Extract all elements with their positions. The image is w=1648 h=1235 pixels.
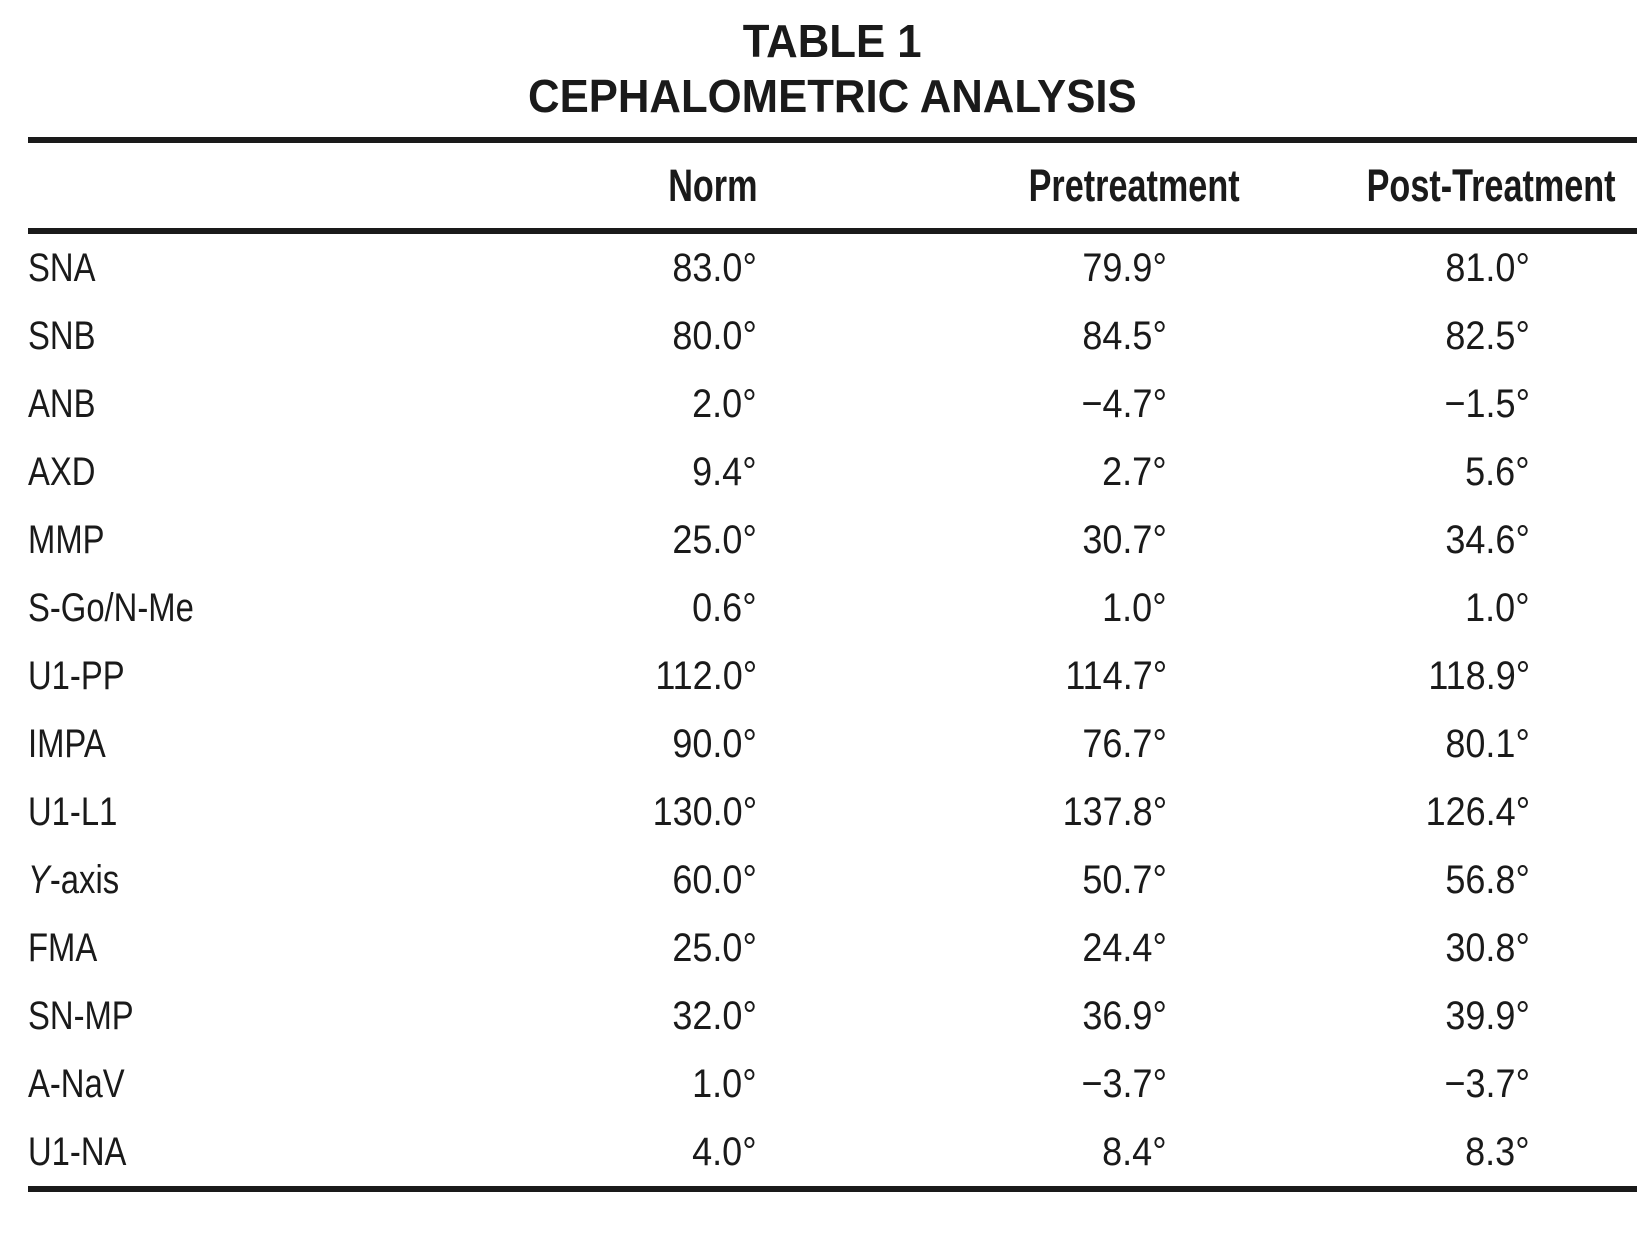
table-row xyxy=(28,710,1637,778)
norm-value: 60.0° xyxy=(672,857,757,902)
measurement-label: Y-axis xyxy=(28,857,120,902)
pretreatment-value: 79.9° xyxy=(1082,245,1167,290)
page-title-line1 xyxy=(28,14,1637,69)
column-header-pretreatment: Pretreatment xyxy=(788,140,1268,231)
table-row xyxy=(28,846,1637,914)
table-row xyxy=(28,914,1637,982)
measurement-label: U1-PP xyxy=(28,653,125,698)
measurement-label: ANB xyxy=(28,381,96,426)
pretreatment-value: −3.7° xyxy=(1081,1061,1167,1106)
measurement-label: SN-MP xyxy=(28,993,134,1038)
post-treatment-value: 8.3° xyxy=(1465,1129,1530,1174)
norm-value: 9.4° xyxy=(692,449,757,494)
post-treatment-value: 34.6° xyxy=(1445,517,1530,562)
table-row xyxy=(28,302,1637,370)
pretreatment-value: 2.7° xyxy=(1102,449,1167,494)
measurement-label: U1-L1 xyxy=(28,789,118,834)
column-header-post-treatment: Post-Treatment xyxy=(1268,140,1637,231)
pretreatment-value: 36.9° xyxy=(1082,993,1167,1038)
measurement-label: U1-NA xyxy=(28,1129,127,1174)
table-title xyxy=(28,0,1637,137)
pretreatment-value: 8.4° xyxy=(1102,1129,1167,1174)
table-row xyxy=(28,574,1637,642)
pretreatment-value: 1.0° xyxy=(1102,585,1167,630)
table-row xyxy=(28,642,1637,710)
page-title-line2-text: CEPHALOMETRIC ANALYSIS xyxy=(528,70,1137,122)
measurement-label: MMP xyxy=(28,517,105,562)
norm-value: 83.0° xyxy=(672,245,757,290)
pretreatment-value: 50.7° xyxy=(1082,857,1167,902)
table-row xyxy=(28,231,1637,302)
norm-value: 80.0° xyxy=(672,313,757,358)
column-header-norm: Norm xyxy=(488,140,788,231)
pretreatment-value: 114.7° xyxy=(1065,653,1167,698)
pretreatment-value: 84.5° xyxy=(1082,313,1167,358)
post-treatment-value: 30.8° xyxy=(1445,925,1530,970)
page-title-line1-text: TABLE 1 xyxy=(743,15,922,67)
table-row xyxy=(28,438,1637,506)
norm-value: 32.0° xyxy=(672,993,757,1038)
norm-value: 4.0° xyxy=(692,1129,757,1174)
post-treatment-value: −3.7° xyxy=(1444,1061,1530,1106)
table-row xyxy=(28,1118,1637,1189)
pretreatment-value: −4.7° xyxy=(1081,381,1167,426)
norm-value: 25.0° xyxy=(672,517,757,562)
measurement-label: FMA xyxy=(28,925,98,970)
norm-value: 0.6° xyxy=(692,585,757,630)
post-treatment-value: 1.0° xyxy=(1465,585,1530,630)
post-treatment-value: 81.0° xyxy=(1445,245,1530,290)
page-title-line2 xyxy=(28,69,1637,124)
post-treatment-value: 5.6° xyxy=(1465,449,1530,494)
pretreatment-value: 24.4° xyxy=(1082,925,1167,970)
measurement-label: SNB xyxy=(28,313,96,358)
post-treatment-value: 118.9° xyxy=(1428,653,1530,698)
post-treatment-value: 126.4° xyxy=(1425,789,1530,834)
post-treatment-value: 80.1° xyxy=(1445,721,1530,766)
header-row xyxy=(28,140,1637,231)
pretreatment-value: 137.8° xyxy=(1062,789,1167,834)
table-row xyxy=(28,370,1637,438)
table-row xyxy=(28,982,1637,1050)
pretreatment-value: 76.7° xyxy=(1082,721,1167,766)
norm-value: 90.0° xyxy=(672,721,757,766)
post-treatment-value: 82.5° xyxy=(1445,313,1530,358)
pretreatment-value: 30.7° xyxy=(1082,517,1167,562)
measurement-label: SNA xyxy=(28,245,96,290)
measurement-label: IMPA xyxy=(28,721,106,766)
cephalometric-table xyxy=(28,137,1637,1192)
measurement-label: S-Go/N-Me xyxy=(28,585,194,630)
post-treatment-value: 39.9° xyxy=(1445,993,1530,1038)
norm-value: 2.0° xyxy=(692,381,757,426)
norm-value: 112.0° xyxy=(655,653,757,698)
post-treatment-value: −1.5° xyxy=(1444,381,1530,426)
norm-value: 1.0° xyxy=(692,1061,757,1106)
measurement-label: AXD xyxy=(28,449,96,494)
table-row xyxy=(28,506,1637,574)
norm-value: 130.0° xyxy=(652,789,757,834)
table-row xyxy=(28,778,1637,846)
measurement-label: A-NaV xyxy=(28,1061,125,1106)
table-row xyxy=(28,1050,1637,1118)
post-treatment-value: 56.8° xyxy=(1445,857,1530,902)
column-header-blank xyxy=(28,140,488,231)
norm-value: 25.0° xyxy=(672,925,757,970)
